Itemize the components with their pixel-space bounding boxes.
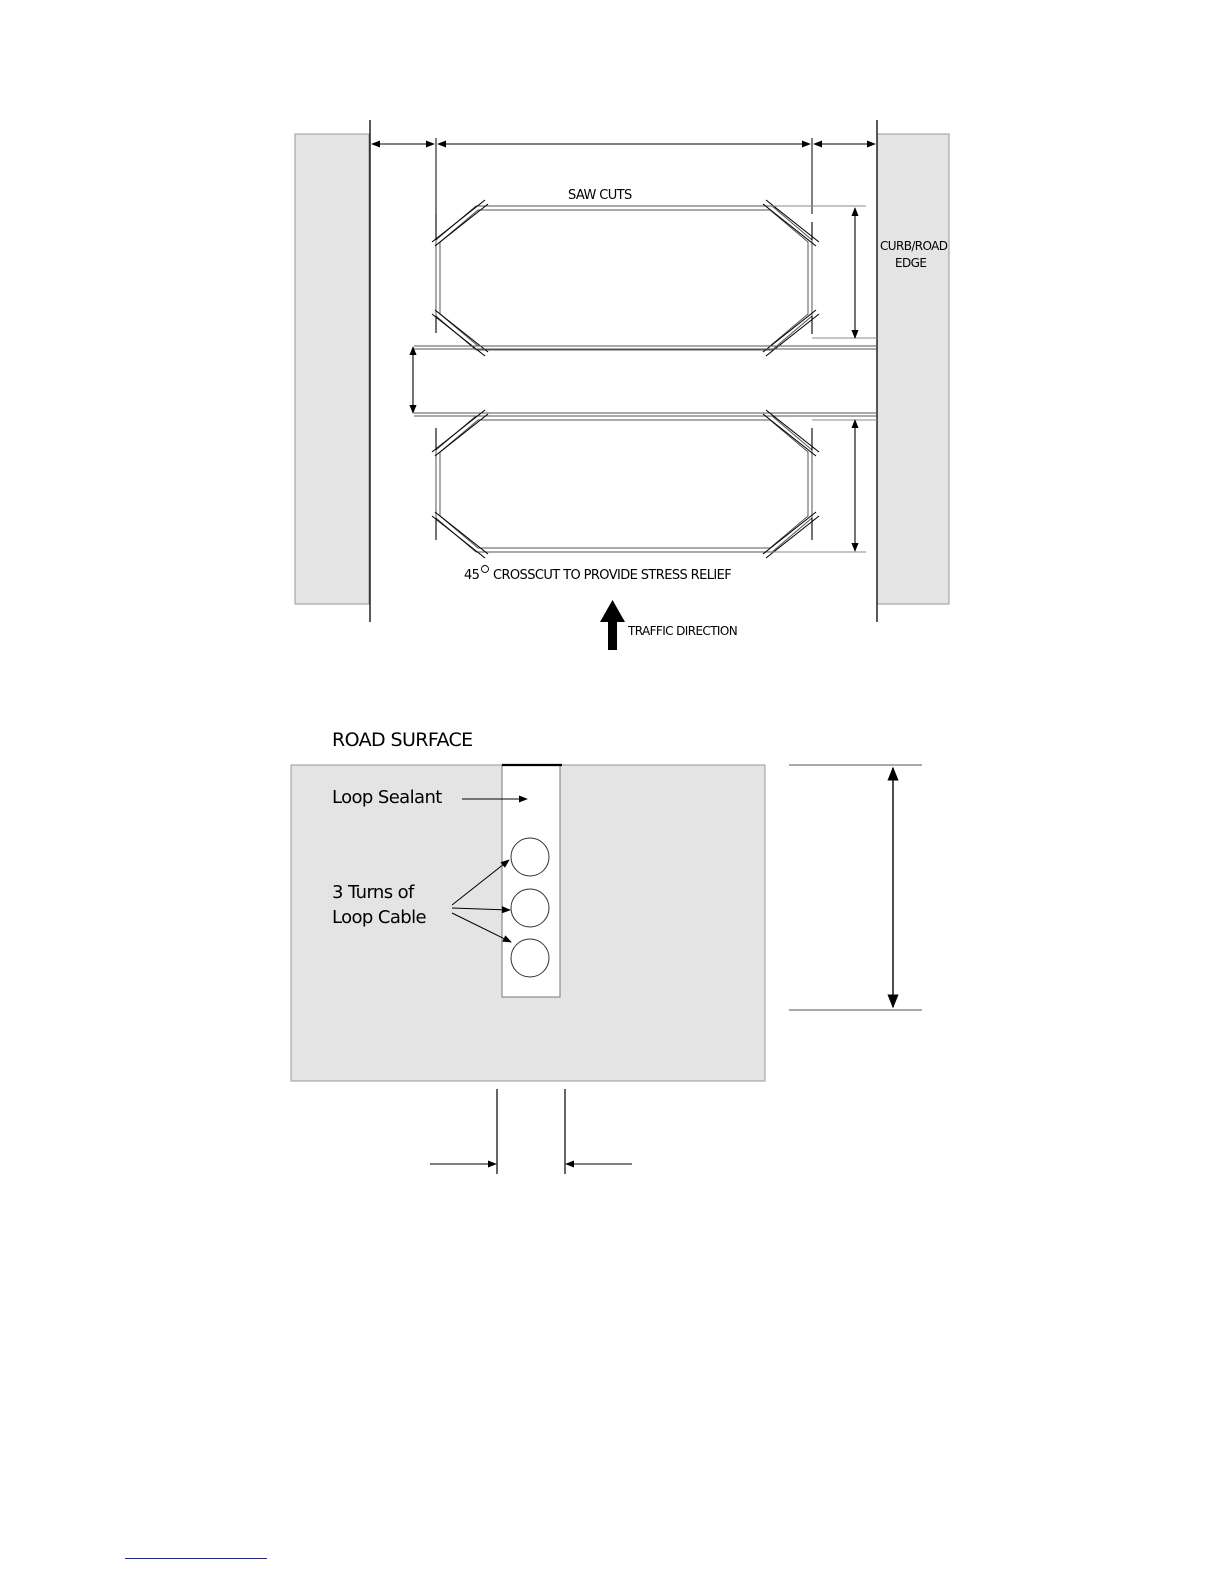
road-surface-title: ROAD SURFACE bbox=[332, 729, 473, 751]
degree-symbol bbox=[482, 566, 489, 573]
left-curb-strip bbox=[295, 134, 369, 604]
footer-link-underline bbox=[125, 1558, 267, 1559]
saw-cuts-label: SAW CUTS bbox=[568, 188, 632, 203]
crosscut-label: CROSSCUT TO PROVIDE STRESS RELIEF bbox=[493, 568, 732, 583]
plan-view bbox=[295, 120, 949, 650]
loop-cable-label-line2: Loop Cable bbox=[332, 907, 426, 928]
loop-cable-turn-1 bbox=[511, 838, 549, 876]
lower-loop-saw-cut bbox=[436, 416, 812, 552]
loop-cable-turn-2 bbox=[511, 889, 549, 927]
lower-loop-crosscuts bbox=[432, 410, 819, 558]
right-curb-strip bbox=[877, 134, 949, 604]
loop-cable-turn-3 bbox=[511, 939, 549, 977]
loop-cable-label-line1: 3 Turns of bbox=[332, 882, 414, 903]
upper-loop-saw-cut bbox=[436, 206, 812, 350]
section-view bbox=[291, 729, 922, 1174]
loop-sealant-label: Loop Sealant bbox=[332, 787, 442, 808]
lead-in-saw-cut bbox=[414, 346, 877, 416]
curb-label-line1: CURB/ROAD bbox=[880, 239, 948, 253]
traffic-direction-label: TRAFFIC DIRECTION bbox=[628, 624, 738, 638]
traffic-direction-arrow-icon bbox=[600, 600, 625, 650]
upper-loop-crosscuts bbox=[432, 200, 819, 356]
curb-label-line2: EDGE bbox=[895, 256, 927, 270]
crosscut-degrees-label: 45 bbox=[464, 568, 480, 583]
